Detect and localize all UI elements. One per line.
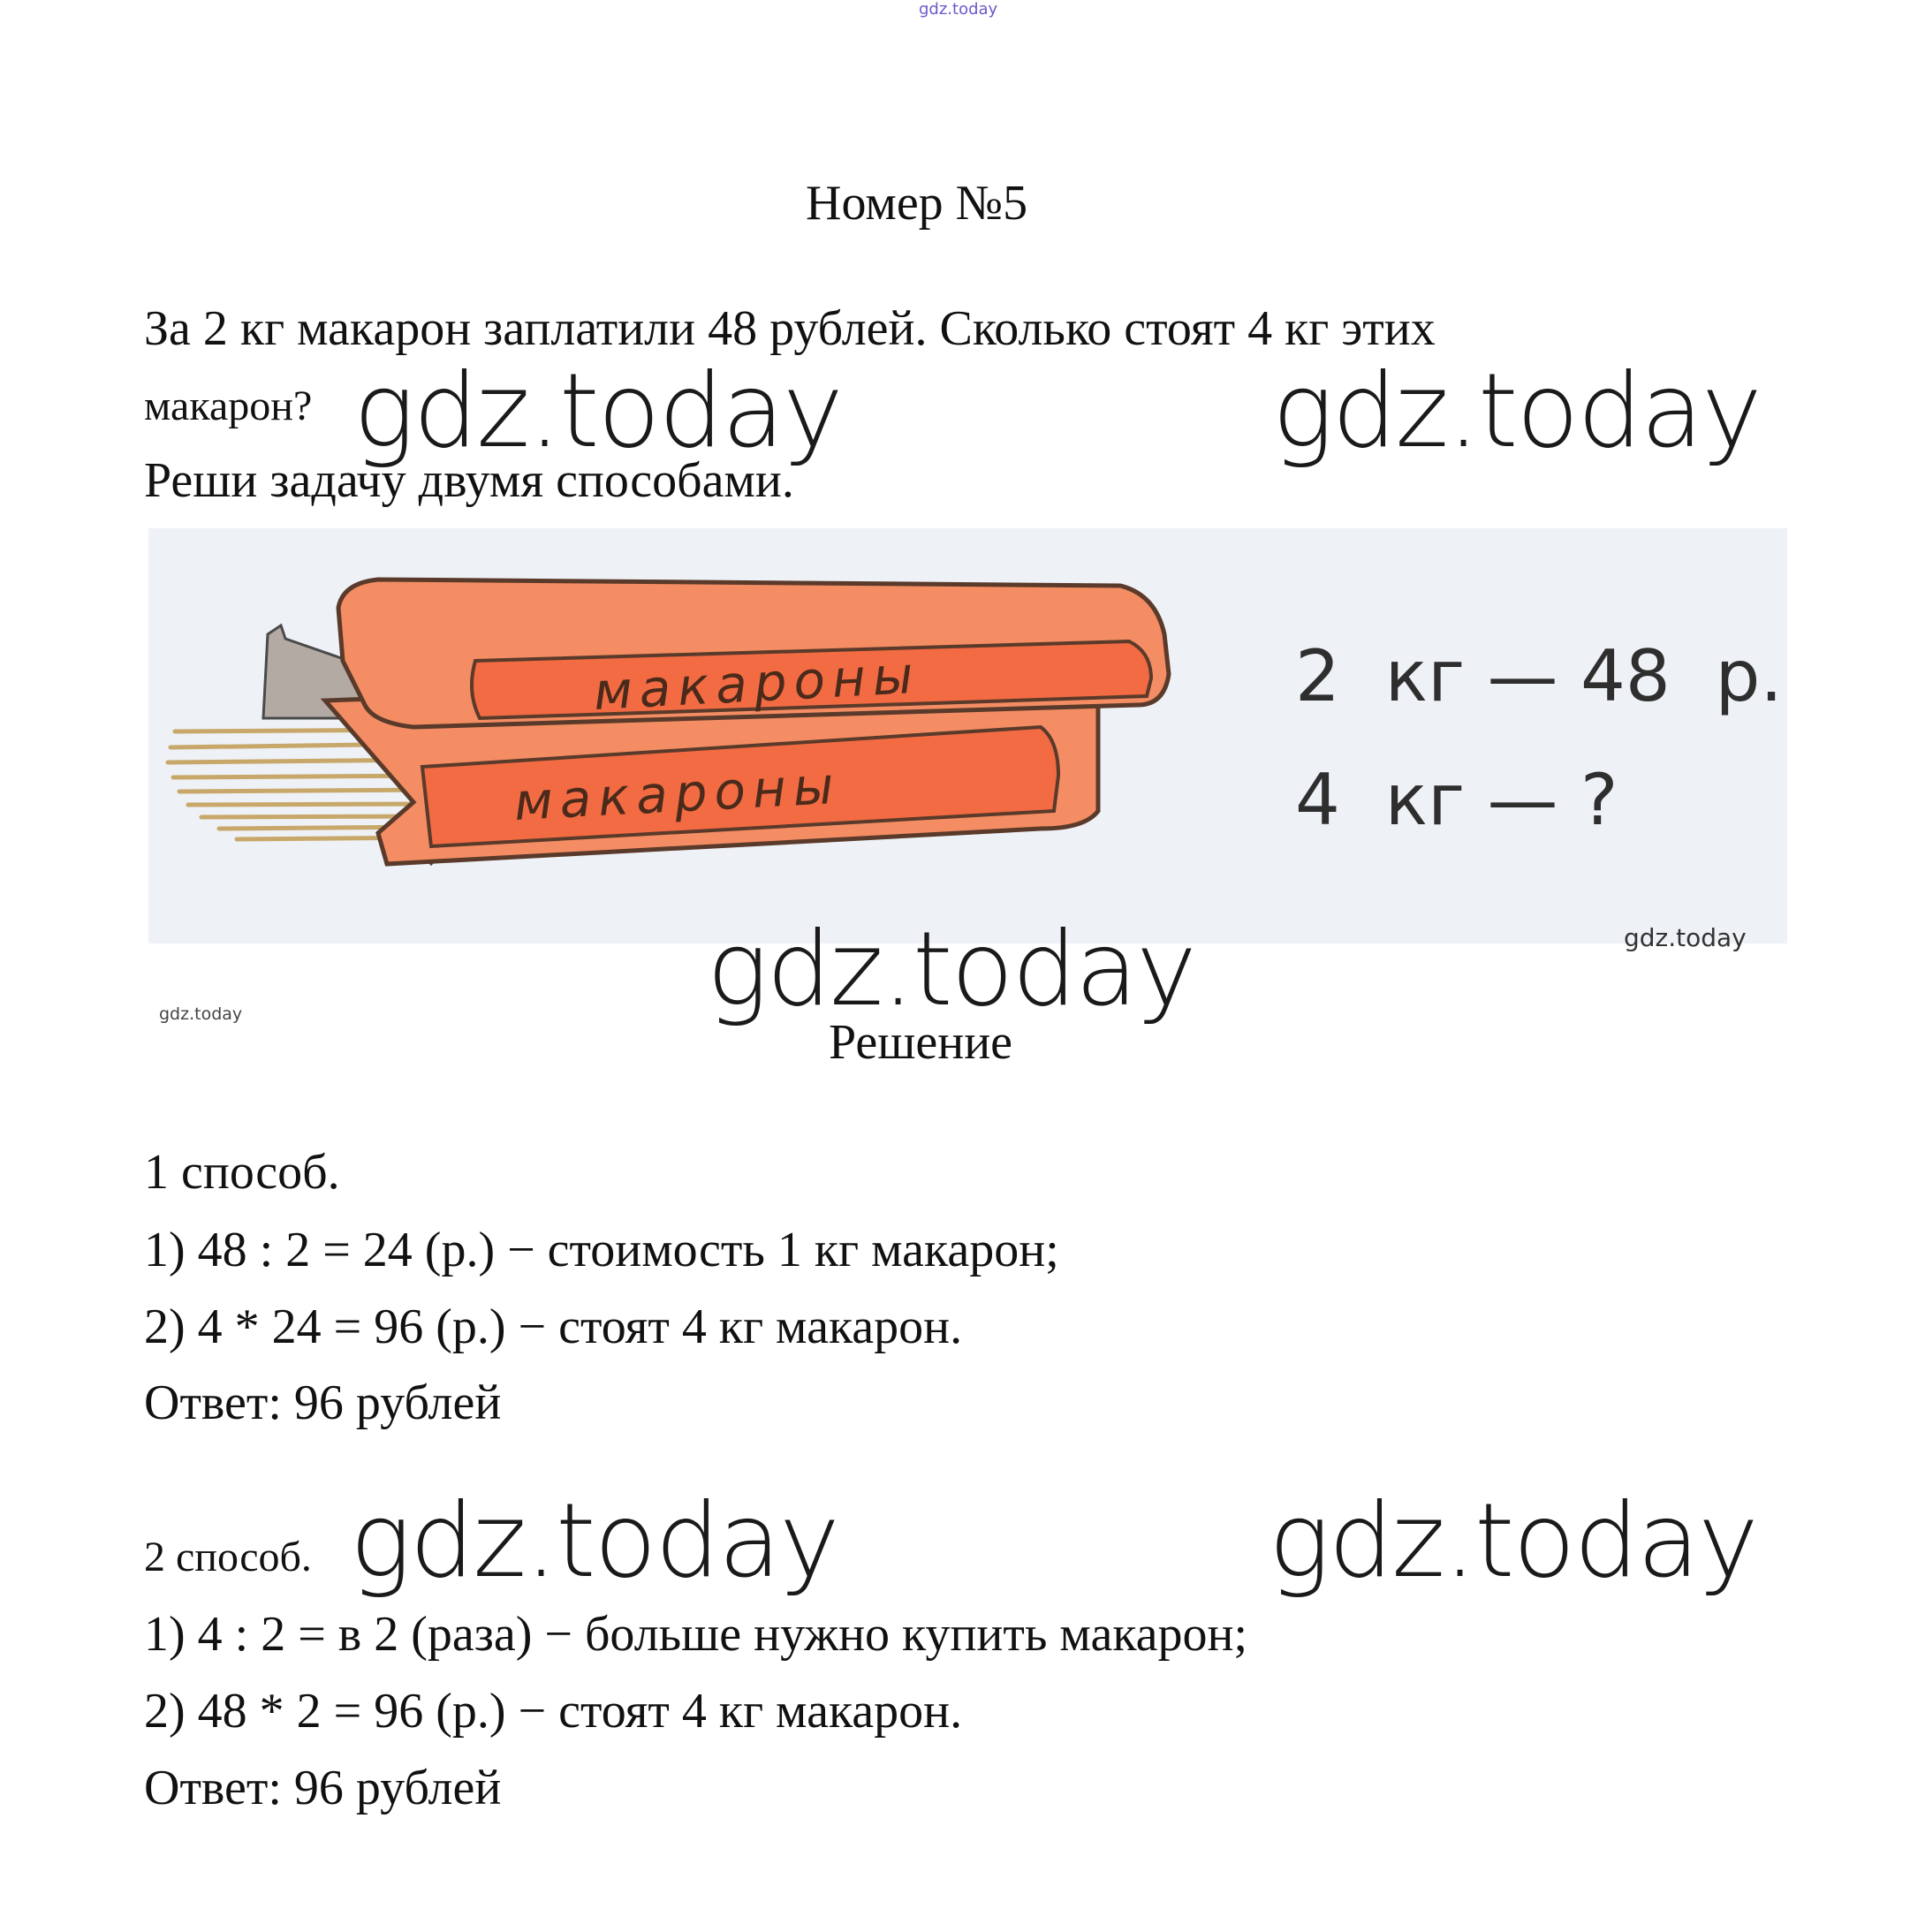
watermark-top: gdz.today — [919, 0, 998, 19]
note-line-1: 2 кг — 48 р. — [1295, 635, 1783, 717]
pasta-illustration — [148, 528, 1787, 943]
package-top-label: макароны — [592, 644, 922, 722]
watermark-small-right: gdz.today — [1624, 923, 1747, 952]
watermark-large-1: gdz.today — [353, 352, 842, 471]
task-line-2: макарон? — [144, 383, 313, 429]
watermark-mini-left: gdz.today — [159, 1004, 243, 1024]
method2-answer: Ответ: 96 рублей — [144, 1761, 502, 1815]
note-line-2: 4 кг — ? — [1295, 759, 1618, 841]
task-line-1: За 2 кг макарон заплатили 48 рублей. Сколько стоят 4 кг этих — [144, 301, 1436, 356]
watermark-large-2: gdz.today — [1272, 352, 1761, 471]
method1-step2: 2) 4 * 24 = 96 (р.) − стоят 4 кг макарон. — [144, 1299, 963, 1354]
method2-step2: 2) 48 * 2 = 96 (р.) − стоят 4 кг макарон. — [144, 1684, 963, 1739]
method1-answer: Ответ: 96 рублей — [144, 1375, 502, 1430]
method2-step1: 1) 4 : 2 = в 2 (раза) − больше нужно купить макарон; — [144, 1607, 1248, 1662]
package-bottom-label: макароны — [512, 754, 843, 832]
watermark-large-3: gdz.today — [350, 1481, 838, 1601]
method2-title: 2 способ. — [144, 1534, 312, 1580]
solution-heading: Решение — [829, 1015, 1013, 1070]
method1-title: 1 способ. — [144, 1145, 340, 1200]
watermark-large-center: gdz.today — [707, 910, 1195, 1029]
task-line-3: Реши задачу двумя способами. — [144, 453, 794, 508]
page-title: Номер №5 — [806, 176, 1028, 231]
method1-step1: 1) 48 : 2 = 24 (р.) − стоимость 1 кг макарон; — [144, 1223, 1059, 1277]
pasta-packages-drawing — [148, 528, 1787, 943]
watermark-large-4: gdz.today — [1269, 1481, 1757, 1601]
